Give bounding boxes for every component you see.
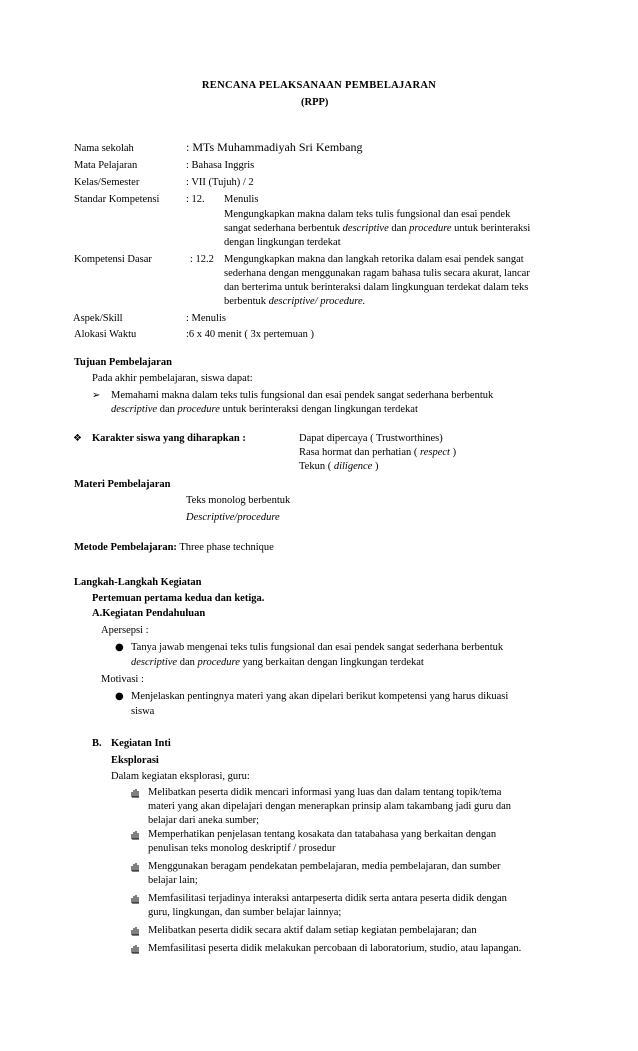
eksplorasi-item-1-line-3: belajar dari aneka sumber; [148,815,260,826]
apersepsi-item-1: Tanya jawab mengenai teks tulis fungsional dan esai pendek sangat sederhana berbentuk [131,642,504,653]
value-sk-title: Menulis [224,194,259,205]
label-aspek: Aspek/Skill [73,313,123,324]
tujuan-intro: Pada akhir pembelajaran, siswa dapat: [92,373,253,384]
eksplorasi-item-6-line-1: Memfasilitasi peserta didik melakukan percobaan di laboratorium, studio, atau lapangan. [148,943,522,954]
value-mapel: : Bahasa Inggris [186,160,255,171]
eksplorasi-item-2-line-2: penulisan teks monolog deskriptif / prosedur [148,843,336,854]
motivasi-item-1: Menjelaskan pentingnya materi yang akan dipelari berikut kompetensi yang harus dikuasi [131,691,509,702]
value-nama-sekolah: : MTs Muhammadiyah Sri Kembang [186,140,363,154]
karakter-value-2: Rasa hormat dan perhatian ( respect ) [299,447,457,458]
label-kd: Kompetensi Dasar [74,254,152,265]
motivasi-label: Motivasi : [101,674,144,685]
value-sk-desc-1: Mengungkapkan makna dalam teks tulis fungsional dan esai pendek [224,209,511,220]
eksplorasi-item-3-line-2: belajar lain; [148,875,198,886]
label-nama-sekolah: Nama sekolah [74,143,134,154]
arrow-bullet-icon: ➢ [92,390,101,401]
label-kelas: Kelas/Semester [74,177,140,188]
value-kd-desc-2: sederhana dengan menggunakan ragam bahasa tulis secara akurat, lancar [224,268,530,279]
motivasi-item-1-cont: siswa [131,706,155,717]
value-kd-desc-1: Mengungkapkan makna dan langkah retorika dalam esai pendek sangat [224,254,524,265]
karakter-value-1: Dapat dipercaya ( Trustworthines) [299,433,443,444]
value-kd-desc-3: dan berterima untuk berinteraksi dalam lingkunguan terdekat dalam teks [224,282,529,293]
hand-bullet-icon [131,862,140,872]
value-sk-desc-2: sangat sederhana berbentuk descriptive dan procedure untuk berinteraksi [224,223,531,234]
eksplorasi-item-4-line-2: guru, lingkungan, dan sumber belajar lainnya; [148,907,342,918]
heading-eksplorasi: Eksplorasi [111,755,159,766]
heading-materi: Materi Pembelajaran [74,479,171,490]
label-mapel: Mata Pelajaran [74,160,138,171]
eksplorasi-item-2-line-1: Memperhatikan penjelasan tentang kosakata dan tatabahasa yang berkaitan dengan [148,829,497,840]
eksplorasi-intro: Dalam kegiatan eksplorasi, guru: [111,771,250,782]
eksplorasi-item-4-line-1: Memfasilitasi terjadinya interaksi antarpeserta didik serta antara peserta didik dengan [148,893,507,904]
pertemuan-line: Pertemuan pertama kedua dan ketiga. [92,593,265,604]
tujuan-item-1: Memahami makna dalam teks tulis fungsional dan esai pendek sangat sederhana berbentuk [111,390,494,401]
value-aspek: : Menulis [186,313,226,324]
tujuan-item-1-cont: descriptive dan procedure untuk berinteraksi dengan lingkungan terdekat [111,404,418,415]
hand-bullet-icon [131,926,140,936]
heading-kegiatan-inti: Kegiatan Inti [111,738,171,749]
value-alokasi: :6 x 40 menit ( 3x pertemuan ) [186,329,315,340]
section-b-letter: B. [92,738,102,749]
label-alokasi: Alokasi Waktu [74,329,137,340]
eksplorasi-item-1-line-2: materi yang akan dipelajari dengan menerapkan prinsip alam takambang jadi guru dan [148,801,511,812]
heading-tujuan: Tujuan Pembelajaran [74,357,172,368]
heading-karakter: Karakter siswa yang diharapkan : [92,433,246,444]
doc-title: RENCANA PELAKSANAAN PEMBELAJARAN [201,80,437,91]
materi-line-2: Descriptive/procedure [186,512,280,523]
hand-bullet-icon [131,830,140,840]
hand-bullet-icon [131,944,140,954]
label-sk: Standar Kompetensi [74,194,160,205]
materi-line-1: Teks monolog berbentuk [186,495,291,506]
metode-line: Metode Pembelajaran: Three phase technique [74,542,274,553]
doc-subtitle: (RPP) [301,97,329,108]
heading-kegiatan-pendahuluan: A.Kegiatan Pendahuluan [92,608,206,619]
eksplorasi-item-1-line-1: Melibatkan peserta didik mencari informasi yang luas dan dalam tentang topik/tema [148,787,502,798]
value-kelas: : VII (Tujuh) / 2 [186,177,254,188]
hand-bullet-icon [131,788,140,798]
value-kd-desc-4: berbentuk descriptive/ procedure. [224,296,366,307]
value-sk-number: : 12. [186,194,205,205]
diamond-bullet-icon: ❖ [73,433,82,444]
hand-bullet-icon [131,894,140,904]
bullet-dot-icon: ● [115,642,124,653]
eksplorasi-item-3-line-1: Menggunakan beragam pendekatan pembelajaran, media pembelajaran, dan sumber [148,861,501,872]
heading-langkah: Langkah-Langkah Kegiatan [74,577,202,588]
apersepsi-item-1-cont: descriptive dan procedure yang berkaitan dengan lingkungan terdekat [131,657,424,668]
value-kd-number: : 12.2 [190,254,214,265]
bullet-dot-icon: ● [115,691,124,702]
apersepsi-label: Apersepsi : [101,625,149,636]
value-sk-desc-3: dengan lingkungan terdekat [224,237,341,248]
karakter-value-3: Tekun ( diligence ) [299,461,379,472]
eksplorasi-item-5-line-1: Melibatkan peserta didik secara aktif dalam setiap kegiatan pembelajaran; dan [148,925,477,936]
